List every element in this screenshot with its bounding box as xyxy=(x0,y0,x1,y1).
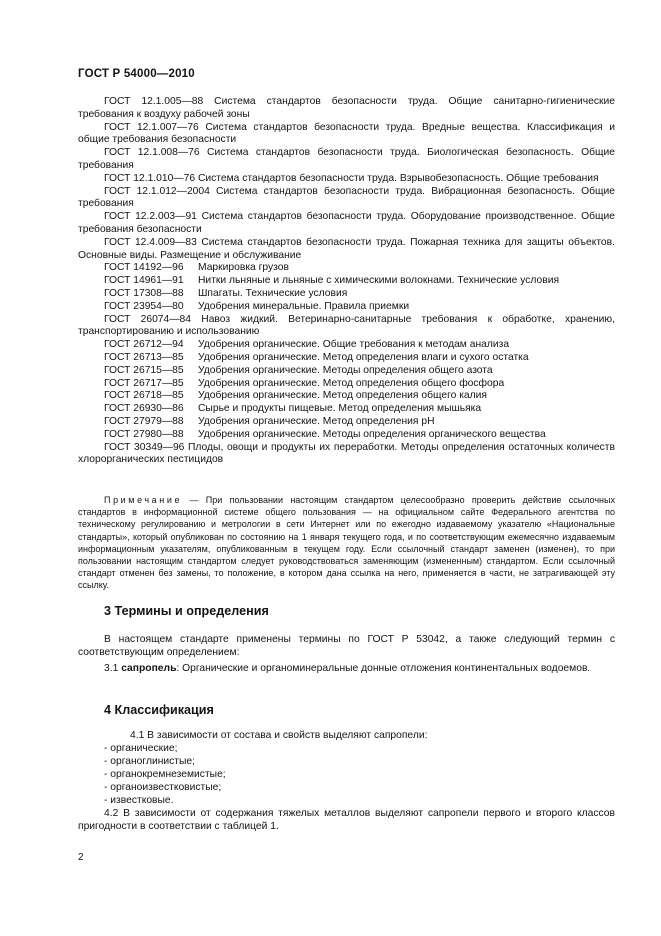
reference-entry xyxy=(78,301,615,314)
reference-entry: ГОСТ 12.1.008—76 Система стандартов безопасности труда. Биологическая безопасность. Общие требования xyxy=(78,147,615,171)
reference-title: Маркировка грузов xyxy=(198,262,289,274)
term-text: : Органические и органоминеральные донные отложения континентальных водоемов. xyxy=(176,663,591,674)
reference-code: ГОСТ 26717—85 xyxy=(104,377,184,389)
reference-entry xyxy=(78,262,615,275)
term-definition xyxy=(78,662,615,675)
reference-code: ГОСТ 26930—86 xyxy=(104,403,184,415)
reference-entry xyxy=(78,288,615,301)
normative-references xyxy=(78,96,615,467)
reference-entry: ГОСТ 30349—96 Плоды, овощи и продукты их переработки. Методы определения остаточных количеств хлорорганических пестицидов xyxy=(78,441,615,466)
reference-code: ГОСТ 23954—80 xyxy=(104,300,184,312)
section-4-body xyxy=(78,729,615,833)
reference-title: Удобрения органические. Метод определения общего калия xyxy=(198,390,487,402)
reference-title: Удобрения органические. Метод определения рН xyxy=(198,415,435,427)
reference-title: Нитки льняные и льняные с химическими волокнами. Технические условия xyxy=(198,275,560,287)
section-4-heading: 4 Классификация xyxy=(104,703,214,717)
references-note xyxy=(78,494,615,592)
list-item: - органоизвестковистые; xyxy=(104,782,222,793)
reference-entry: ГОСТ 12.1.010—76 Система стандартов безопасности труда. Взрывобезопасность. Общие требования xyxy=(104,172,599,184)
reference-code: ГОСТ 14192—96 xyxy=(104,262,184,274)
note-text: — При пользовании настоящим стандартом целесообразно проверить действие ссылочных стандартов в информационной системе общего пользования — на официальном сайте Федерального агентства по техническому регулированию и метрологии в сети Интернет или по ежегодно издаваемому указателю «Национальные стандарты», который опубликован по состоянию на 1 января текущего года, и по соответствующим ежемесячно издаваемым информационным указателям, опубликованным в текущем году. Если ссылочный стандарт заменен (изменен), то при пользовании настоящим стандартом следует руководствоваться заменяющим (измененным) стандартом. Если ссылочный стандарт отменен без замены, то положение, в котором дана ссылка на него, применяется в части, не затрагивающей эту ссылку. xyxy=(78,495,615,591)
reference-title: Шпагаты. Технические условия xyxy=(198,287,348,299)
reference-entry: ГОСТ 26074—84 Навоз жидкий. Ветеринарно-санитарные требования к обработке, хранению, транспортированию и использованию xyxy=(78,313,615,338)
clause-4-2: 4.2 В зависимости от содержания тяжелых металлов выделяют сапропели первого и второго классов пригодности в соответствии с таблицей 1. xyxy=(78,808,615,832)
reference-title: Удобрения органические. Общие требования к методам анализа xyxy=(198,339,510,351)
reference-code: ГОСТ 26712—94 xyxy=(104,339,184,351)
reference-title: Сырье и продукты пищевые. Метод определения мышьяка xyxy=(198,403,482,415)
reference-code: ГОСТ 26713—85 xyxy=(104,351,184,363)
section-3-intro: В настоящем стандарте применены термины по ГОСТ Р 53042, а также следующий термин с соответствующим определением: xyxy=(78,634,615,658)
reference-entry xyxy=(78,390,615,403)
reference-code: ГОСТ 27980—88 xyxy=(104,428,184,440)
reference-entry xyxy=(78,378,615,391)
reference-entry xyxy=(78,339,615,352)
reference-code: ГОСТ 14961—91 xyxy=(104,275,184,287)
reference-entry: ГОСТ 12.4.009—83 Система стандартов безопасности труда. Пожарная техника для защиты объектов. Основные виды. Размещение и обслуживание xyxy=(78,236,615,261)
reference-entry xyxy=(78,352,615,365)
term-name: сапропель xyxy=(121,663,177,674)
reference-code: ГОСТ 27979—88 xyxy=(104,415,184,427)
reference-entry: ГОСТ 12.1.012—2004 Система стандартов безопасности труда. Вибрационная безопасность. Общие требования xyxy=(78,185,615,210)
reference-entry: ГОСТ 12.2.003—91 Система стандартов безопасности труда. Оборудование производственное. Общие требования безопасности xyxy=(78,211,615,235)
reference-title: Удобрения органические. Метод определения общего фосфора xyxy=(198,377,505,389)
list-item: - органокремнеземистые; xyxy=(104,769,226,780)
reference-entry xyxy=(78,403,615,416)
reference-entry xyxy=(78,275,615,288)
document-code-header: ГОСТ Р 54000—2010 xyxy=(78,68,195,80)
reference-code: ГОСТ 26718—85 xyxy=(104,390,184,402)
section-3-heading: 3 Термины и определения xyxy=(104,604,269,618)
reference-title: Удобрения органические. Метод определения влаги и сухого остатка xyxy=(198,351,529,363)
reference-entry: ГОСТ 12.1.007—76 Система стандартов безопасности труда. Вредные вещества. Классификация и общие требования безопасности xyxy=(78,121,615,146)
reference-code: ГОСТ 26715—85 xyxy=(104,364,184,376)
reference-entry xyxy=(78,416,615,429)
list-item: - известковые. xyxy=(104,795,174,806)
reference-code: ГОСТ 17308—88 xyxy=(104,287,184,299)
list-item: - органические; xyxy=(104,743,178,754)
reference-title: Удобрения органические. Методы определения общего азота xyxy=(198,364,493,376)
reference-title: Удобрения органические. Методы определения органического вещества xyxy=(198,428,546,440)
term-number: 3.1 xyxy=(104,663,119,674)
reference-entry xyxy=(78,365,615,378)
reference-entry: ГОСТ 12.1.005—88 Система стандартов безопасности труда. Общие санитарно-гигиенические требования к воздуху рабочей зоны xyxy=(78,96,615,120)
note-label: Примечание xyxy=(104,495,183,505)
reference-entry xyxy=(78,429,615,442)
page-number: 2 xyxy=(78,852,84,863)
list-item: - органоглинистые; xyxy=(104,756,195,767)
reference-title: Удобрения минеральные. Правила приемки xyxy=(198,300,410,312)
clause-4-1: 4.1 В зависимости от состава и свойств выделяют сапропели: xyxy=(130,730,428,741)
